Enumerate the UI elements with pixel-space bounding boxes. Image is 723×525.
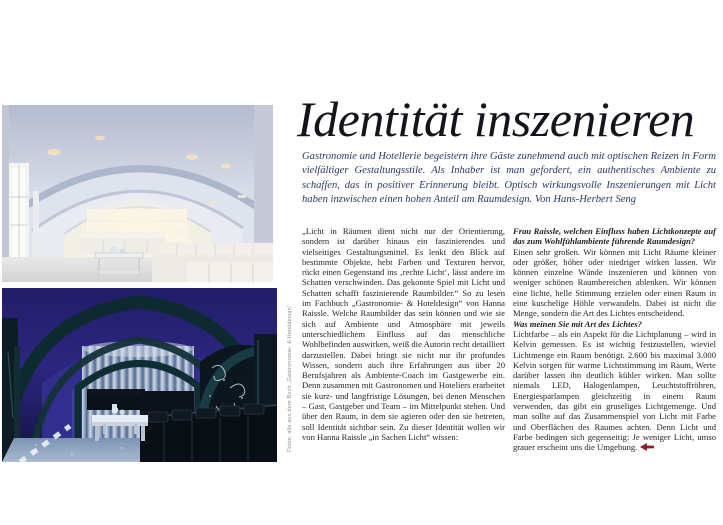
interview-question-2: Was meinen Sie mit Art des Lichtes? <box>513 318 642 329</box>
white-vaulted-lounge-illustration <box>2 105 273 282</box>
column-right <box>513 226 716 453</box>
article-body <box>302 226 716 453</box>
interview-question-1: Frau Raissle, welchen Einfluss haben Lichtkonzepte auf das zum Wohlfühlambiente führende Raumdesign? <box>513 226 716 247</box>
photo-blue-vaulted-room <box>2 288 277 462</box>
column-left <box>302 226 505 453</box>
answer-2-text: Lichtfarbe – als ein Aspekt für die Lichtplanung – wird in Kelvin gemessen. Es ist wichtig festzustellen, wieviel Lichtmenge ein Raum benötigt. 2.600 bis maximal 3.000 Kelvin sorgen für warme Lichtstimmung im Raum, Werte darüber lassen ihn deutlich kühler wirken. Man sollte niemals LED, Halogenlampen, Leuchtstoffröhren, Energiesparlampen gleichzeitig in einem Raum verwenden, das gibt ein gruseliges Lichtgemenge. Und man sollte auf das Zusammenspiel von Licht mit Farbe und Oberflächen des Raumes achten. Denn Licht und Farbe bedingen sich gegenseitig: Je weniger Licht, umso grauer erscheint uns die Umgebung. <box>513 328 716 453</box>
opening-paragraph: „Licht in Räumen dient nicht nur der Orientierung, sondern ist darüber hinaus ein faszinierendes und vielseitiges Gestaltungsmittel. Es lenkt den Blick auf bestimmte Objekte, hebt Farben und Texturen hervor, rückt einen Gegenstand ins ‚rechte Licht‘, lässt andere im Schatten verschwinden. Das gekonnte Spiel mit Licht und Schatten schafft faszinierende Raumbilder.“ So zu lesen im Fachbuch „Gastronomie- & Hoteldesign“ von Hanna Raissle. Welche Raumbilder das sein können und wie sie sich auf Ambiente und Atmosphäre mit jeweils unterschiedlichem Einfluss auf das menschliche Wohlbefinden auswirken, weiß die Autorin recht detailliert darzustellen. Dabei bringt sie nicht nur ihr profundes Wissen, sondern auch ihre Erfahrungen aus über 20 Berufsjahren als Ambiente-Coach im Gastgewerbe ein. Denn zusammen mit Gastronomen und Hoteliers erarbeitet sie kurz- und langfristige Lösungen, bei denen Menschen – Gast, Gastgeber und Team – im Mittelpunkt stehen. Und über den Raum, in dem sie agieren oder den sie betreten, soll Identität sichtbar sein. Zu dieser Identität wollen wir von Hanna Raissle „in Sachen Licht“ wissen: <box>302 226 505 442</box>
interview-answer-1: Einen sehr großen. Wir können mit Licht Räume kleiner oder größer, höher oder niedriger wirken lassen. Wir können einzelne Wände inszenieren und können von weniger schönen Raumbereichen ablenken. Wir können eine lichte, helle Stimmung erzielen oder einen Raum in eine kuschelige Höhle verwandeln. Dabei ist nicht die Menge, sondern die Art des Lichtes entscheidend. <box>513 246 716 319</box>
article-intro: Gastronomie und Hotellerie begeistern ihre Gäste zunehmend auch mit optischen Reizen in Form vielfältiger Gestaltungsstile. Als Inhaber ist man gefordert, ein authentisches Ambiente zu schaffen, das in positiver Erinnerung bleibt. Optisch wirkungsvolle Inszenierungen mit Licht haben inzwischen einen hohen Anteil am Raumdesign. Von Hans-Herbert Seng <box>302 151 716 206</box>
article-title: Identität inszenieren <box>297 91 695 147</box>
interview-answer-2 <box>513 329 716 453</box>
end-of-article-arrow-icon <box>640 443 654 451</box>
photo-credit: Fotos: alle aus dem Buch „Gastronomie- & Hoteldesign“ <box>287 305 293 452</box>
photo-white-vaulted-room <box>2 105 273 282</box>
blue-vaulted-lounge-illustration <box>2 288 277 462</box>
